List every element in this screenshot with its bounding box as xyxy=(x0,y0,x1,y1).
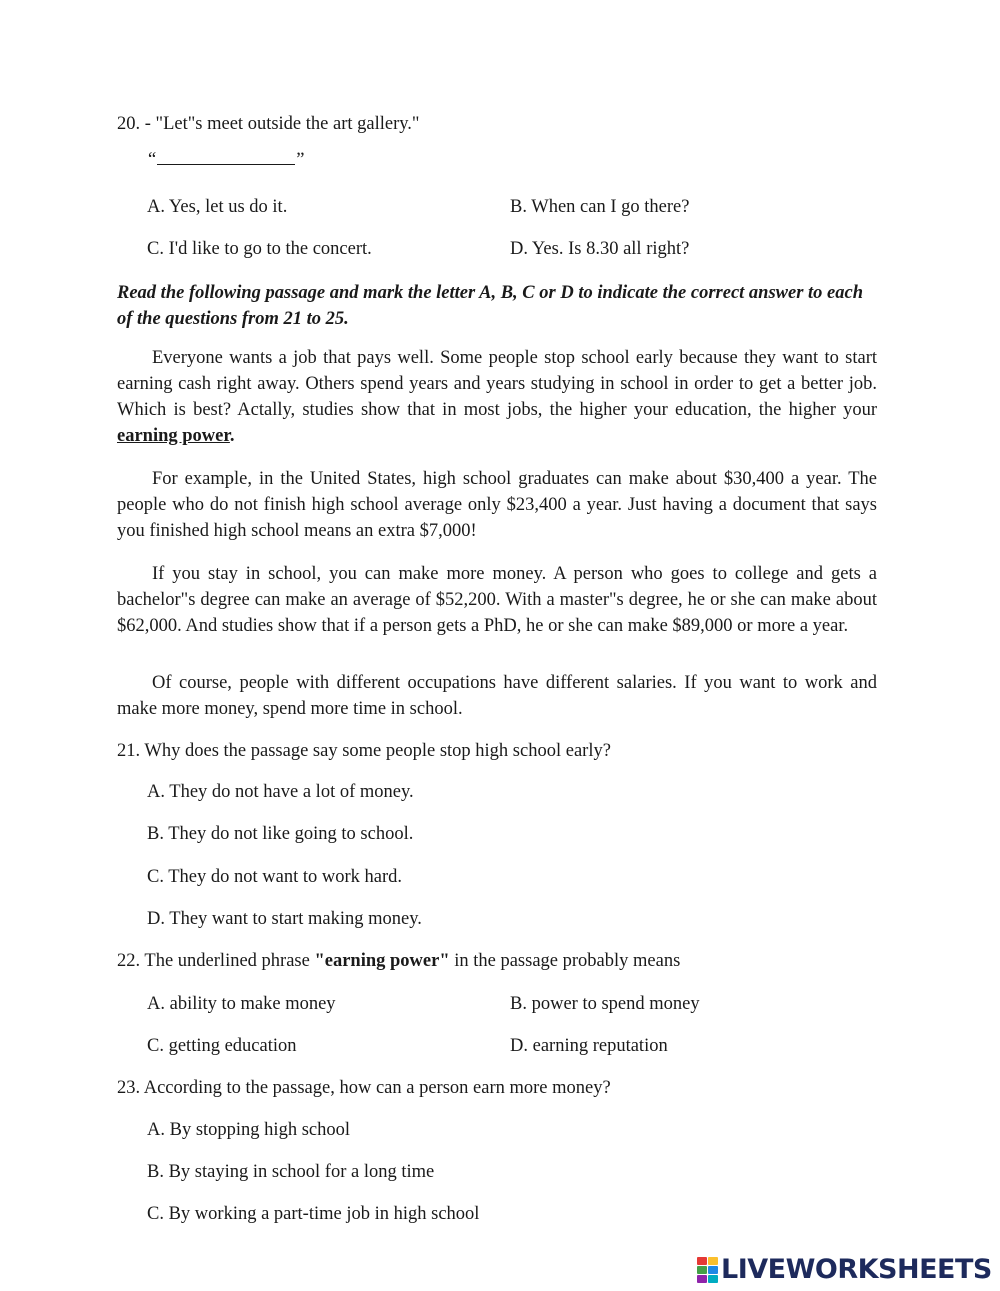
passage-paragraph-1 xyxy=(117,345,877,449)
question-number: 21. xyxy=(117,741,141,761)
answer-blank-line xyxy=(148,146,304,173)
paragraph-text: For example, in the United States, high school graduates can make about $30,400 a year. The people who do not finish high school average only $23,400 a year. Just having a document that says you finished high school means an extra $7,000! xyxy=(117,469,877,541)
passage-paragraph-3 xyxy=(117,561,877,639)
option-c[interactable]: C. getting education xyxy=(147,1036,297,1056)
question-number: 20. xyxy=(117,114,141,134)
question-20 xyxy=(117,111,419,137)
passage-paragraph-4 xyxy=(117,670,877,722)
open-quote: “ xyxy=(148,150,157,170)
paragraph-text: Of course, people with different occupations have different salaries. If you want to work and make more money, spend more time in school. xyxy=(117,673,877,719)
question-prompt-end: in the passage probably means xyxy=(449,951,681,971)
option-c[interactable]: C. They do not want to work hard. xyxy=(147,867,403,887)
paragraph-end: . xyxy=(229,426,235,446)
question-22 xyxy=(117,948,680,974)
option-c[interactable]: C. I'd like to go to the concert. xyxy=(147,239,372,259)
question-23 xyxy=(117,1075,611,1101)
bold-phrase: "earning power" xyxy=(314,951,450,971)
question-21 xyxy=(117,738,611,764)
question-number: 22. xyxy=(117,951,141,971)
logo-block xyxy=(697,1266,707,1274)
question-prompt: - "Let"s meet outside the art gallery." xyxy=(144,114,420,134)
question-prompt: Why does the passage say some people stop high school early? xyxy=(144,741,611,761)
option-b[interactable]: B. When can I go there? xyxy=(510,197,690,217)
option-d[interactable]: D. earning reputation xyxy=(510,1036,668,1056)
paragraph-text: Everyone wants a job that pays well. Some people stop school early because they want to start earning cash right away. Others spend years and years studying in school in order to get a better job. Which is best? Actally, studies show that in most jobs, the higher your education, the higher your xyxy=(117,348,877,420)
logo-block xyxy=(708,1275,718,1283)
section-instruction: Read the following passage and mark the letter A, B, C or D to indicate the correct answer to each of the questions from 21 to 25. xyxy=(117,283,864,329)
liveworksheets-logo xyxy=(697,1254,992,1286)
logo-block xyxy=(708,1257,718,1265)
question-prompt: The underlined phrase xyxy=(144,951,315,971)
passage-paragraph-2 xyxy=(117,466,877,544)
option-a[interactable]: A. They do not have a lot of money. xyxy=(147,782,414,802)
option-a[interactable]: A. ability to make money xyxy=(147,994,336,1014)
option-c[interactable]: C. By working a part-time job in high school xyxy=(147,1204,480,1224)
logo-block xyxy=(697,1275,707,1283)
option-b[interactable]: B. They do not like going to school. xyxy=(147,824,414,844)
option-a[interactable]: A. By stopping high school xyxy=(147,1120,350,1140)
logo-block xyxy=(697,1257,707,1265)
option-a[interactable]: A. Yes, let us do it. xyxy=(147,197,288,217)
option-b[interactable]: B. power to spend money xyxy=(510,994,700,1014)
close-quote: ” xyxy=(296,150,305,170)
paragraph-text: If you stay in school, you can make more money. A person who goes to college and gets a bachelor"s degree can make an average of $52,200. With a master"s degree, he or she can make about $62,000. And studies show that if a person gets a PhD, he or she can make $89,000 or more a year. xyxy=(117,564,877,636)
logo-blocks-icon xyxy=(697,1257,718,1283)
question-number: 23. xyxy=(117,1078,141,1098)
option-d[interactable]: D. They want to start making money. xyxy=(147,909,422,929)
underlined-phrase: earning power xyxy=(117,426,230,446)
logo-text: LIVEWORKSHEETS xyxy=(721,1254,992,1285)
option-b[interactable]: B. By staying in school for a long time xyxy=(147,1162,435,1182)
option-d[interactable]: D. Yes. Is 8.30 all right? xyxy=(510,239,690,259)
question-prompt: According to the passage, how can a person earn more money? xyxy=(143,1078,611,1098)
logo-block xyxy=(708,1266,718,1274)
answer-blank[interactable] xyxy=(157,146,295,165)
